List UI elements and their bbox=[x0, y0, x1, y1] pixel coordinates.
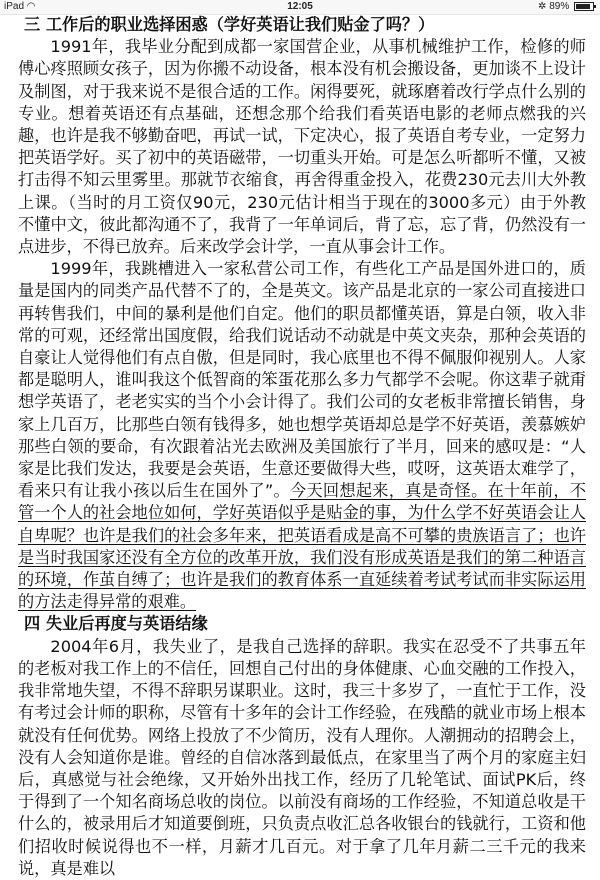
section4-heading: 四 失业后再度与英语结缘 bbox=[24, 614, 208, 634]
section3-paragraph-2-underlined: 今天回想起来，真是奇怪。在十年前，不管一个人的社会地位如何，学好英语似乎是贴金的事，为什么学不好英语会让人自卑呢？也许是我们的社会多年来，把英语看成是高不可攀的贵族语言了；也许是当时我国家还没有全方位的改革开放，我们没有形成英语是我们的第二种语言的环境，作茧自缚了；也许是我们的教育体系一直延续着考试考试而非实际运用的方法走得异常的艰难。 bbox=[18, 481, 587, 612]
section3-paragraph-1: 1991年，我毕业分配到成都一家国营企业，从事机械维护工作，检修的师傅心疼照顾女孩子，因为你搬不动设备，根本没有机会搬设备，更加谈不上设计及制图，对于我来说不是很合适的工作。闲得要死，就琢磨着改行学点什么别的专业。想着英语还有点基础，还想念那个给我们看英语电影的老师点燃我的兴趣，也许是我不够勤奋吧，再试一试，下定决心，报了英语自考专业，一定努力把英语学好。买了初中的英语磁带，一切重头开始。可是怎么听都听不懂，又被打击得不知云里雾里。那就节衣缩食，再舍得重金投入，花费230元去川大外教上课。（当时的月工资仅90元，230元估计相当于现在的3000多元）由于外教不懂中文，彼此都沟通不了，我背了一年单词后，背了忘，忘了背，仍然没有一点进步，不得已放弃。后来改学会计学，一直从事会计工作。 bbox=[18, 37, 586, 257]
battery-fill bbox=[576, 4, 590, 9]
battery-percent: 89% bbox=[549, 1, 570, 12]
document-page bbox=[18, 14, 587, 878]
section3-paragraph-2 bbox=[18, 258, 586, 613]
status-right bbox=[538, 0, 594, 14]
section3-heading: 三 工作后的职业选择困惑（学好英语让我们贴金了吗？） bbox=[24, 15, 435, 34]
status-time: 12:05 bbox=[287, 1, 313, 12]
status-bar bbox=[0, 0, 600, 15]
battery-icon bbox=[574, 2, 594, 11]
section3-paragraph-2-plain: 1999年，我跳槽进入一家私营公司工作，有些化工产品是国外进口的，质量是国内的同类产品代替不了的，全是英文。该产品是北京的一家公司直接进口再转售我们，中间的暴利是他们自定。他们的职员都懂英语，算是白领，收入非常的可观，还经常出国度假，给我们说话动不动就是中英文夹杂，那种会英语的自豪让人觉得他们有点自傲，但是同时，我心底里也不得不佩服仰视别人。人家都是聪明人，谁叫我这个低智商的笨蛋花那么多力气都学不会呢。你这辈子就甭想学英语了，老老实实的当个小会计得了。我们公司的女老板非常擅长销售，身家上几百万，比那些白领有钱得多，她也想学英语却总是学不好英语，羡慕嫉妒那些白领的要命，有次跟着沾光去欧洲及美国旅行了半月，回来的感叹是：“人家是比我们发达，我要是会英语，生意还要做得大些，哎呀，这英语太难学了，看来只有让我小孩以后生在国外了”。 bbox=[18, 259, 586, 501]
bluetooth-icon: ✲ bbox=[538, 1, 547, 12]
wifi-icon: ◠ bbox=[26, 1, 36, 12]
device-name: iPad bbox=[4, 1, 25, 12]
section4-paragraph-1: 2004年6月，我失业了，是我自己选择的辞职。我实在忍受不了共事五年的老板对我工作上的不信任，回想自己付出的身体健康、心血交融的工作投入，我非常地失望，不得不辞职另谋职业。这时，我三十多岁了，一直忙于工作，没有考过会计师的职称，尽管有十多年的会计工作经验，在残酷的就业市场上根本就没有任何优势。网络上投放了不少简历，没有人理你。人潮拥动的招聘会上，没有人会知道你是谁。曾经的自信冰落到最低点，在家里当了两个月的家庭主妇后，真感觉与社会绝缘，又开始外出找工作，经历了几轮笔试、面试PK后，终于得到了一个知名商场总收的岗位。以前没有商场的工作经验，不知道总收是干什么的，被录用后才知道要倒班，只负责点收汇总各收银台的钱就行，工资和他们招收时候说得也不一样，月薪才几百元。对于拿了几年月薪二三千元的我来说，真是难以 bbox=[18, 636, 586, 878]
